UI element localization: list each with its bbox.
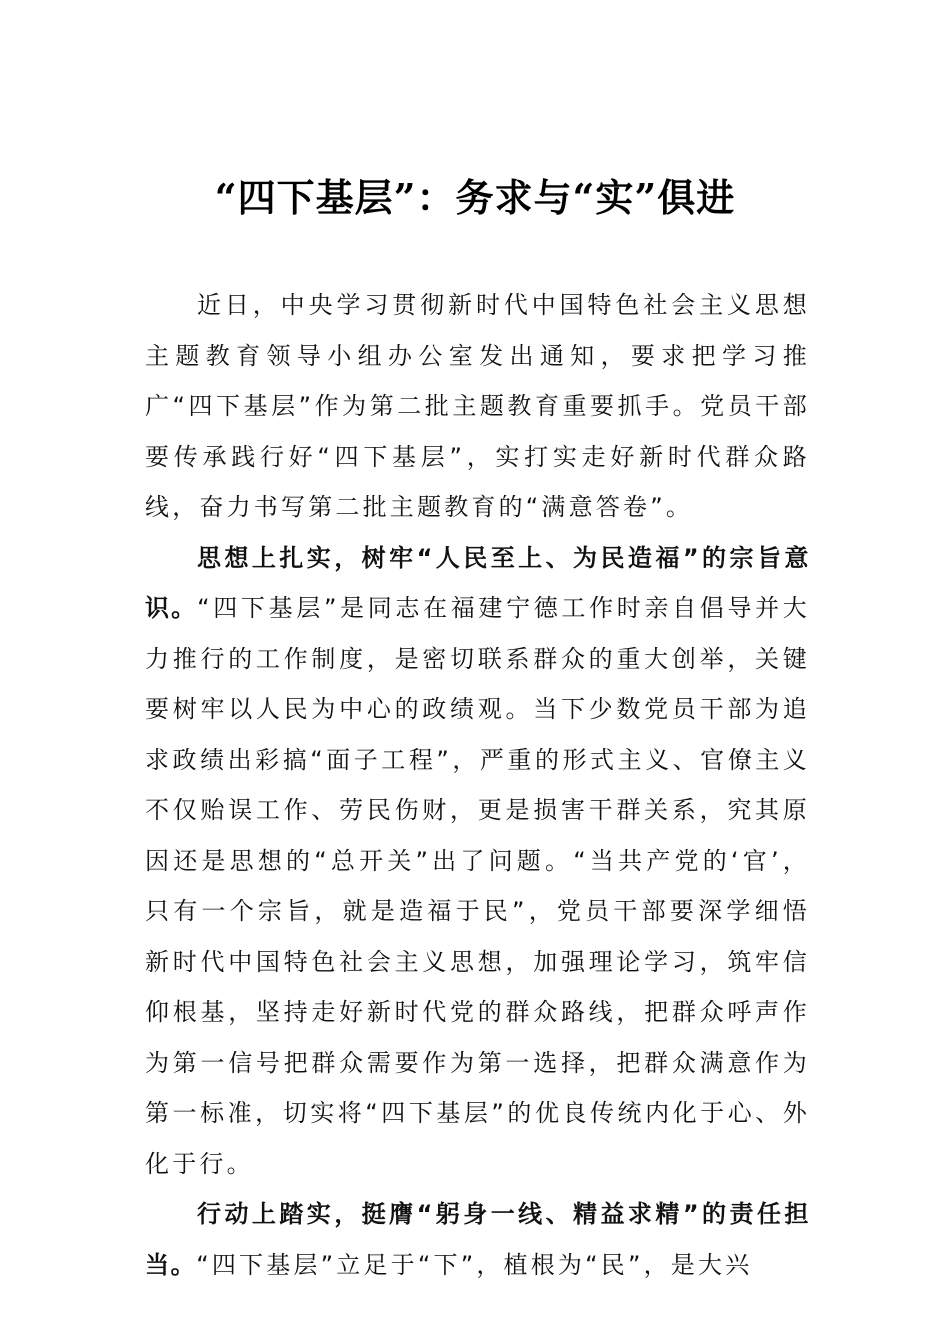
paragraph-1-text: 近日，中央学习贯彻新时代中国特色社会主义思想主题教育领导小组办公室发出通知，要求把学习推广“四下基层”作为第二批主题教育重要抓手。党员干部要传承践行好“四下基层”，实打实走好新时代群众路线，奋力书写第二批主题教育的“满意答卷”。: [145, 291, 810, 521]
paragraph-3-text: “四下基层”立足于“下”，植根为“民”，是大兴: [196, 1250, 753, 1279]
paragraph-1: [145, 280, 810, 533]
document-title: “四下基层”：务求与“实”俱进: [214, 175, 736, 220]
paragraph-2-text: “四下基层”是同志在福建宁德工作时亲自倡导并大力推行的工作制度，是密切联系群众的重大创举，关键要树牢以人民为中心的政绩观。当下少数党员干部为追求政绩出彩搞“面子工程”，严重的形式主义、官僚主义不仅贻误工作、劳民伤财，更是损害干群关系，究其原因还是思想的“总开关”出了问题。“当共产党的‘官’，只有一个宗旨，就是造福于民”，党员干部要深学细悟新时代中国特色社会主义思想，加强理论学习，筑牢信仰根基，坚持走好新时代党的群众路线，把群众呼声作为第一信号把群众需要作为第一选择，把群众满意作为第一标准，切实将“四下基层”的优良传统内化于心、外化于行。: [145, 594, 811, 1178]
paragraph-3-lead: 行动上踏实，挺膺“躬身一线、精益求精”的责任担当。: [145, 1200, 810, 1279]
paragraph-2: [145, 533, 810, 1190]
paragraph-2-lead: 思想上扎实，树牢“人民至上、为民造福”的宗旨意识。: [145, 543, 810, 622]
paragraph-3: [145, 1189, 810, 1290]
document-body: [145, 280, 810, 1290]
